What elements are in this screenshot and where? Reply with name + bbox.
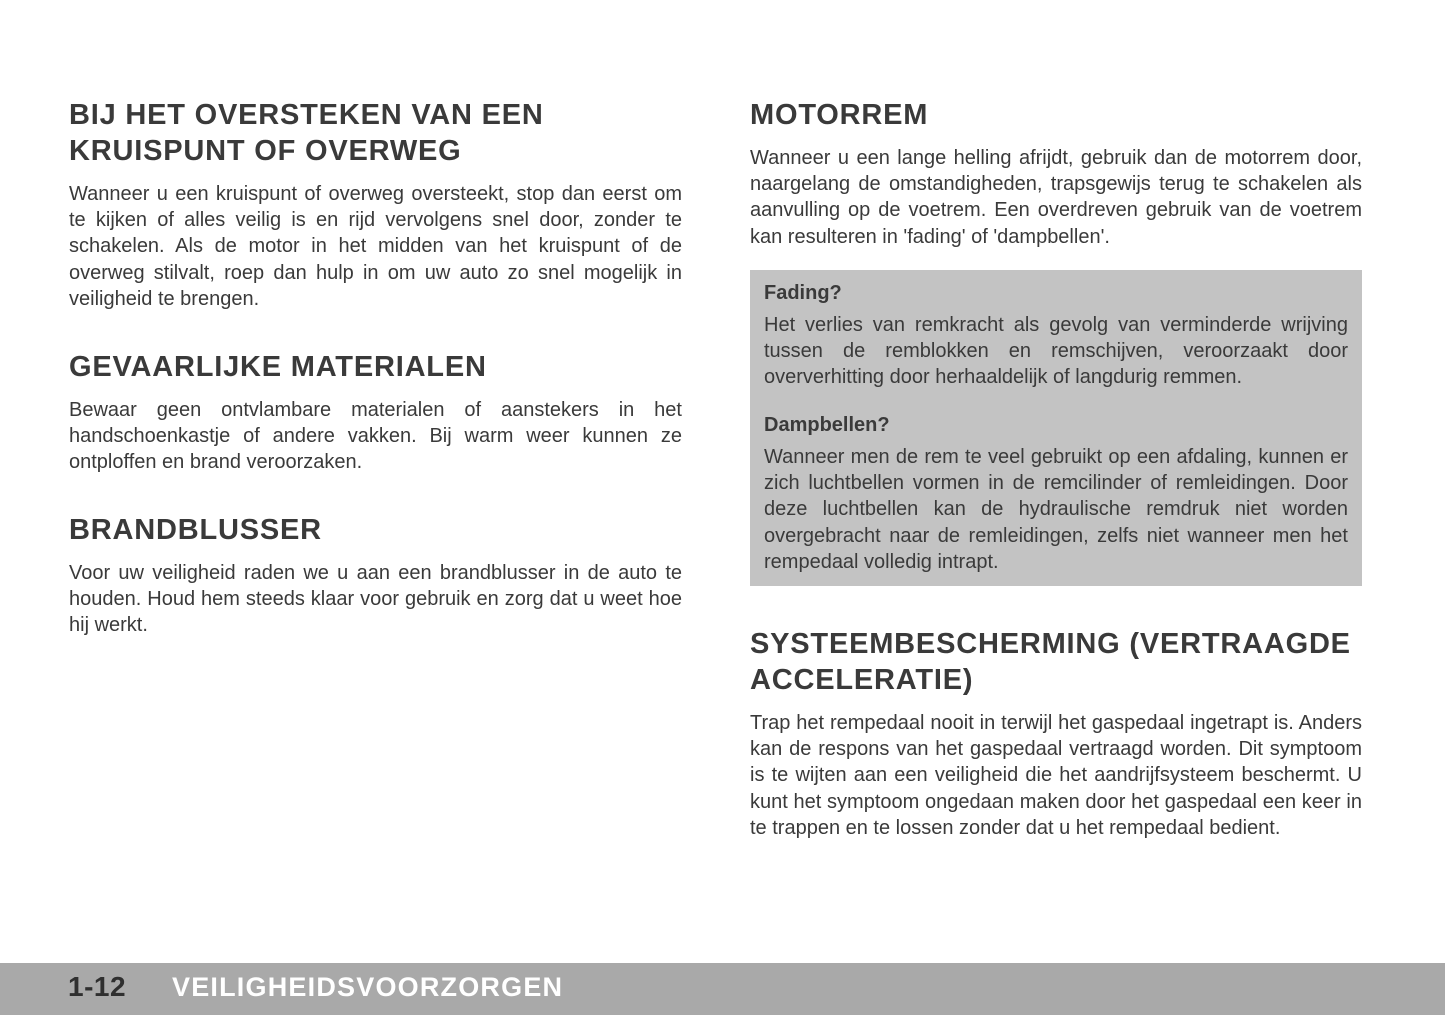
body-fire-extinguisher: Voor uw veiligheid raden we u aan een brandblusser in de auto te houden. Houd hem steeds klaar voor gebruik en zorg dat u weet hoe hij werkt. bbox=[69, 562, 682, 637]
body-crossing: Wanneer u een kruispunt of overweg oversteekt, stop dan eerst om te kijken of alles veilig is en rijd vervolgens snel door, zonder te schakelen. Als de motor in het midden van het kruispunt of de overweg stilvalt, roep dan hulp in om uw auto zo snel mogelijk in veiligheid te brengen. bbox=[69, 183, 682, 310]
heading-hazardous-materials: GEVAARLIJKE MATERIALEN bbox=[69, 351, 487, 383]
note-fading-title: Fading? bbox=[764, 282, 842, 304]
note-fading-body: Het verlies van remkracht als gevolg van verminderde wrijving tussen de remblokken en remschijven, veroorzaakt door oververhitting door herhaaldelijk of langdurig remmen. bbox=[764, 314, 1348, 389]
heading-system-protection: SYSTEEMBESCHERMING (VERTRAAGDE ACCELERATIE) bbox=[750, 628, 1351, 696]
heading-engine-brake: MOTORREM bbox=[750, 99, 929, 131]
body-hazardous-materials: Bewaar geen ontvlambare materialen of aanstekers in het handschoenkastje of andere vakken. Bij warm weer kunnen ze ontploffen en brand veroorzaken. bbox=[69, 399, 682, 474]
section-title: VEILIGHEIDSVOORZORGEN bbox=[172, 972, 564, 1002]
note-box bbox=[750, 270, 1362, 586]
heading-crossing: BIJ HET OVERSTEKEN VAN EEN KRUISPUNT OF OVERWEG bbox=[69, 99, 544, 167]
heading-fire-extinguisher: BRANDBLUSSER bbox=[69, 514, 322, 546]
page-footer bbox=[0, 963, 1445, 1015]
body-engine-brake: Wanneer u een lange helling afrijdt, gebruik dan de motorrem door, naargelang de omstandigheden, trapsgewijs terug te schakelen als aanvulling op de voetrem. Een overdreven gebruik van de voetrem kan resulteren in 'fading' of 'dampbellen'. bbox=[750, 147, 1362, 248]
note-vapor-body: Wanneer men de rem te veel gebruikt op een afdaling, kunnen er zich luchtbellen vormen in de remcilinder of remleidingen. Door deze luchtbellen kan de hydraulische remdruk niet worden overgebracht naar de remleidingen, zelfs niet wanneer men het rempedaal volledig intrapt. bbox=[764, 446, 1348, 573]
body-system-protection: Trap het rempedaal nooit in terwijl het gaspedaal ingetrapt is. Anders kan de respons van het gaspedaal vertraagd worden. Dit symptoom is te wijten aan een veiligheid die het aandrijfsysteem beschermt. U kunt het symptoom ongedaan maken door het gaspedaal een keer in te trappen en te lossen zonder dat u het rempedaal bedient. bbox=[750, 712, 1362, 839]
note-vapor-title: Dampbellen? bbox=[764, 414, 890, 436]
page-number: 1-12 bbox=[68, 971, 127, 1002]
